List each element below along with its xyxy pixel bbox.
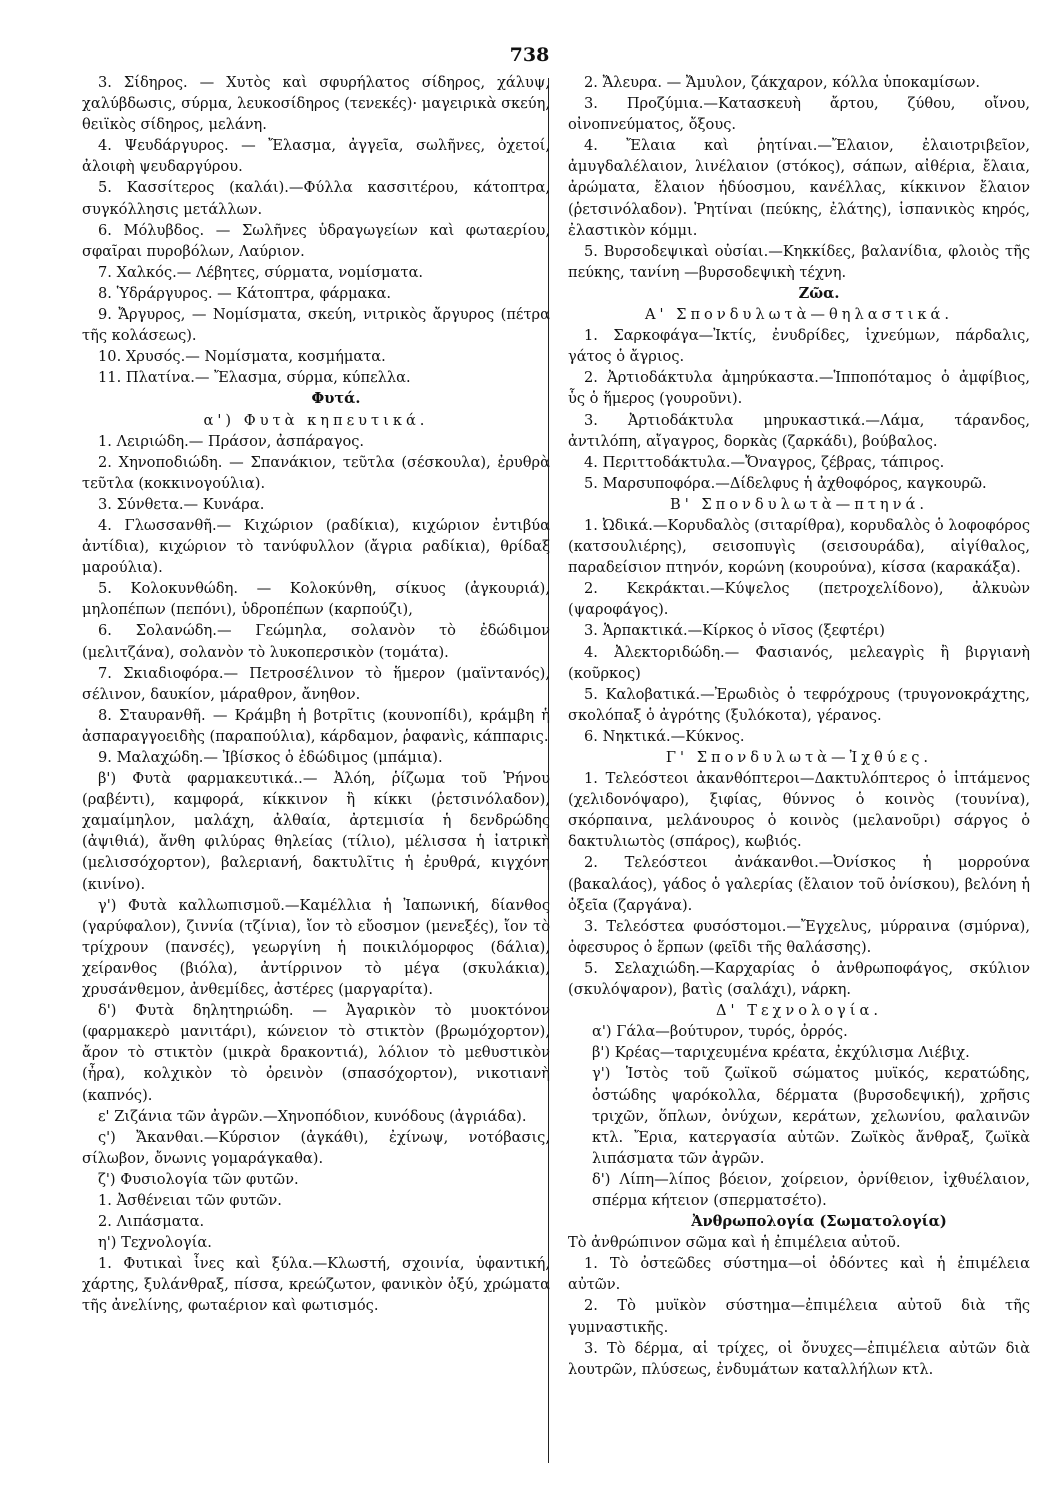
- list-item: 3. Τελεόστεα φυσόστομοι.—Ἔγχελυς, μύρραινα (σμύρνα), ὀφεσυρος ὁ ἕρπων (φεῖδι τῆς θαλάσσης).: [568, 917, 1030, 956]
- list-item: 8. Ὑδράργυρος. — Κάτοπτρα, φάρμακα.: [98, 284, 392, 302]
- list-item: 3. Ἀρτιοδάκτυλα μηρυκαστικά.—Λάμα, τάρανδος, ἀντιλόπη, αἴγαγρος, δορκὰς (ζαρκάδι), βούβαλος.: [568, 411, 1030, 450]
- list-item: γ') Φυτὰ καλλωπισμοῦ.—Καμέλλια ἡ Ἰαπωνική, δίανθος (γαρύφαλον), ζιννία (τζίνια), ἴον τὸ εὔοσμον (μενεξές), ἴον τὸ τρίχρουν (πανσές), γεωργίνη ἡ ποικιλόμορφος (δάλια), χείρανθος (βιόλα), ἀντίρρινον τὸ μέγα (σκυλάκια), χρυσάνθεμον, ἀνθεμίδες, ἀστέρες (μαργαρίτα).: [82, 896, 550, 999]
- list-item: 2. Ἄλευρα. — Ἄμυλον, ζάκχαρον, κόλλα ὑποκαμίσων.: [584, 74, 980, 91]
- section-subheading: α') Φυτὰ κηπευτικά.: [203, 411, 429, 429]
- list-item: α') Γάλα—βούτυρον, τυρός, ὀρρός.: [592, 1023, 848, 1041]
- list-item: 1. Ὠδικά.—Κορυδαλὸς (σιταρίθρα), κορυδαλὸς ὁ λοφοφόρος (κατσουλιέρης), σεισοπυγὶς (σεισουράδα), αἰγίθαλος, παραδείσιον πτηνόν, κορώνη (κουρούνα), κίσσα (καρακάξα).: [568, 516, 1030, 577]
- section-subheading: Γ' Σπονδυλωτὰ—Ἰχθύες.: [665, 749, 933, 766]
- list-item: 11. Πλατίνα.— Ἔλασμα, σύρμα, κύπελλα.: [98, 369, 411, 387]
- list-item: 3. Σύνθετα.— Κυνάρα.: [98, 495, 265, 513]
- list-item: 6. Μόλυβδος. — Σωλῆνες ὑδραγωγείων καὶ φωταερίου, σφαῖραι πυροβόλων, Λαύριον.: [82, 221, 550, 260]
- list-item: 5. Μαρσυποφόρα.—Δίδελφυς ἡ ἀχθοφόρος, καγκουρῶ.: [584, 474, 987, 492]
- list-item: 1. Τὸ ὀστεῶδες σύστημα—οἱ ὀδόντες καὶ ἡ ἐπιμέλεια αὐτῶν.: [568, 1255, 1030, 1294]
- left-column: [82, 72, 550, 1317]
- list-item: ς') Ἄκανθαι.—Κύρσιον (ἀγκάθι), ἐχίνωψ, νοτόβασις, σίλωβον, ὄνωνις γομαράγκαθα).: [82, 1128, 550, 1167]
- list-item: ε' Ζιζάνια τῶν ἀγρῶν.—Χηνοπόδιον, κυνόδους (ἀγριάδα).: [98, 1107, 527, 1125]
- list-item: 2. Ἀρτιοδάκτυλα ἀμηρύκαστα.—Ἱπποπόταμος ὁ ἀμφίβιος, ὗς ὁ ἥμερος (γουροῦνι).: [568, 369, 1030, 408]
- list-item: 1. Φυτικαὶ ἶνες καὶ ξύλα.—Κλωστή, σχοινία, ὑφαντική, χάρτης, ξυλάνθραξ, πίσσα, κρεώζωτον, φανικὸν ὀξύ, χρώματα τῆς ἀνελίνης, φωταέριον καὶ φωτισμός.: [82, 1255, 550, 1315]
- list-item: β') Φυτὰ φαρμακευτικά..— Ἀλόη, ῥίζωμα τοῦ Ῥήνου (ραβέντι), καμφορά, κίκκινον ἢ κίκκι (ῥετσινόλαδον), χαμαίμηλον, μαλάχη, ἀλθαία, ἀρτεμισία ἡ δενδρώδης (ἀψιθιά), ἄνθη φιλύρας θηλείας (τίλιο), μέλισσα ἡ ἰατρικὴ (μελισσόχορτον), βαλεριανή, δακτυλῖτις ἡ ἐρυθρά, κιγχόνη (κινίνο).: [82, 770, 550, 893]
- list-item: 2. Χηνοποδιώδη. — Σπανάκιον, τεῦτλα (σέσκουλα), ἐρυθρὰ τεῦτλα (κοκκινογούλια).: [82, 453, 550, 492]
- list-item: 9. Ἄργυρος, — Νομίσματα, σκεύη, νιτρικὸς ἄργυρος (πέτρα τῆς κολάσεως).: [82, 306, 550, 345]
- list-item: 3. Προζύμια.—Κατασκευὴ ἄρτου, ζύθου, οἴνου, οἰνοπνεύματος, ὄξους.: [568, 95, 1030, 134]
- right-column: [568, 72, 1030, 1380]
- list-item: 2. Τελεόστεοι ἀνάκανθοι.—Ὀνίσκος ἡ μορρούνα (βακαλάος), γάδος ὁ γαλερίας (ἔλαιον τοῦ ὀνίσκου), βελόνη ἡ ὀξεῖα (ζαργάνα).: [568, 854, 1030, 914]
- list-item: 1. Σαρκοφάγα—Ἰκτίς, ἐνυδρίδες, ἰχνεύμων, πάρδαλις, γάτος ὁ ἄγριος.: [568, 327, 1030, 366]
- list-item: 2. Τὸ μυϊκὸν σύστημα—ἐπιμέλεια αὐτοῦ διὰ τῆς γυμναστικῆς.: [568, 1297, 1030, 1336]
- list-item: η') Τεχνολογία.: [98, 1234, 212, 1252]
- list-item: 5. Κολοκυνθώδη. — Κολοκύνθη, σίκυος (ἀγκουριά), μηλοπέπων (πεπόνι), ὑδροπέπων (καρπούζι),: [82, 580, 550, 619]
- list-item: 10. Χρυσός.— Νομίσματα, κοσμήματα.: [98, 348, 386, 366]
- list-item: 6. Νηκτικά.—Κύκνος.: [584, 727, 745, 745]
- list-item: 2. Λιπάσματα.: [98, 1213, 205, 1231]
- list-item: γ') Ἱστὸς τοῦ ζωϊκοῦ σώματος μυϊκός, κερατώδης, ὀστώδης ψαρόκολλα, δέρματα (βυρσοδεψική), χρῆσις τριχῶν, ὅπλων, ὀνύχων, κεράτων, χελωνίου, φαλαινῶν κτλ. Ἔρια, κατεργασία αὐτῶν. Ζωϊκὸς ἄνθραξ, ζωϊκὰ λιπάσματα τῶν ἀγρῶν.: [592, 1065, 1030, 1167]
- page-number: 738: [509, 44, 550, 66]
- list-item: 4. Ἀλεκτοριδώδη.— Φασιανός, μελεαγρὶς ἢ βιργιανὴ (κοῦρκος): [568, 643, 1030, 682]
- list-item: 4. Γλωσσανθῆ.— Κιχώριον (ραδίκια), κιχώριον ἐντιβύα ἀντίδια), κιχώριον τὸ τανύφυλλον (ἄγρια ραδίκια), θρίδαξ μαρούλια).: [82, 516, 550, 577]
- list-item: 1. Λειριώδη.— Πράσον, ἀσπάραγος.: [98, 432, 365, 450]
- section-heading: Φυτά.: [311, 390, 361, 408]
- paragraph: Τὸ ἀνθρώπινον σῶμα καὶ ἡ ἐπιμέλεια αὐτοῦ.: [568, 1234, 901, 1252]
- section-heading: Ζῶα.: [798, 284, 840, 302]
- list-item: β') Κρέας—ταριχευμένα κρέατα, ἐκχύλισμα Λιέβιχ.: [592, 1044, 970, 1062]
- list-item: δ') Φυτὰ δηλητηριώδη. — Ἀγαρικὸν τὸ μυοκτόνον (φαρμακερὸ μανιτάρι), κώνειον τὸ στικτὸν (βρωμόχορτον), ἄρον τὸ στικτὸν (μικρὰ δρακοντιά), λόλιον τὸ μεθυστικὸν (ἦρα), κολχικὸν τὸ ὀρεινὸν (σπασόχορτον), νικοτιανὴ (καπνός).: [82, 1002, 550, 1104]
- list-item: ζ') Φυσιολογία τῶν φυτῶν.: [98, 1170, 299, 1188]
- list-item: 1. Ἀσθένειαι τῶν φυτῶν.: [98, 1191, 282, 1209]
- list-item: 7. Χαλκός.— Λέβητες, σύρματα, νομίσματα.: [98, 263, 424, 281]
- list-item: 5. Καλοβατικά.—Ἐρωδιὸς ὁ τεφρόχρους (τρυγονοκράχτης, σκολόπαξ ὁ ἀγρότης (ξυλόκοτα), γέρανος.: [568, 685, 1030, 724]
- list-item: δ') Λίπη—λίπος βόειον, χοίρειον, ὀρνίθειον, ἰχθυέλαιον, σπέρμα κήτειον (σπερματσέτο).: [592, 1170, 1030, 1209]
- list-item: 7. Σκιαδιοφόρα.— Πετροσέλινον τὸ ἥμερον (μαϊντανός), σέλινον, δαυκίον, μάραθρον, ἄνηθον.: [82, 664, 550, 703]
- list-item: 8. Σταυρανθῆ. — Κράμβη ἡ βοτρῖτις (κουνοπίδι), κράμβη ἡ ἀσπαραγγοειδὴς (παραπούλια), κάρδαμον, ῥαφανὶς, κάππαρις.: [82, 706, 550, 745]
- section-subheading: Α' Σπονδυλωτὰ—θηλαστικά.: [644, 306, 954, 324]
- list-item: 1. Τελεόστεοι ἀκανθόπτεροι—Δακτυλόπτερος ὁ ἱπτάμενος (χελιδονόψαρο), ξιφίας, θύννος ὁ κοινὸς (τουνίνα), σκόρπαινα, μελάνουρος ὁ κοινὸς (μελανοῦρι) σάργος ὁ δακτυλιωτὸς (σπάρος), κωβιός.: [568, 770, 1030, 851]
- list-item: 4. Ἔλαια καὶ ῥητίναι.—Ἔλαιον, ἐλαιοτριβεῖον, ἀμυγδαλέλαιον, λινέλαιον (στόκος), σάπων, αἰθέρια, ἔλαια, ἀρώματα, ἔλαιον ἡδύοσμου, κανέλλας, κίκκινον ἔλαιον (ῥετσινόλαδον). Ῥητίναι (πεύκης, ἐλάτης), ἱσπανικὸς κηρός, ἐλαστικὸν κόμμι.: [568, 137, 1030, 239]
- list-item: 4. Ψευδάργυρος. — Ἔλασμα, ἀγγεῖα, σωλῆνες, ὀχετοί, ἀλοιφὴ ψευδαργύρου.: [82, 137, 550, 176]
- list-item: 5. Κασσίτερος (καλάι).—Φύλλα κασσιτέρου, κάτοπτρα, συγκόλλησις μετάλλων.: [82, 179, 550, 218]
- list-item: 3. Σίδηρος. — Χυτὸς καὶ σφυρήλατος σίδηρος, χάλυψ, χαλύβδωσις, σύρμα, λευκοσίδηρος (τενεκές)· μαγειρικὰ σκεύη, θειϊκὸς σίδηρος, μελάνη.: [82, 74, 550, 134]
- list-item: 3. Τὸ δέρμα, αἱ τρίχες, οἱ ὄνυχες—ἐπιμέλεια αὐτῶν διὰ λουτρῶν, πλύσεως, ἐνδυμάτων καταλλήλων κτλ.: [568, 1339, 1030, 1378]
- list-item: 9. Μαλαχώδη.— Ἰβίσκος ὁ ἐδώδιμος (μπάμια).: [98, 749, 443, 766]
- list-item: 5. Βυρσοδεψικαὶ οὐσίαι.—Κηκκίδες, βαλανίδια, φλοιὸς τῆς πεύκης, τανίνη —βυρσοδεψικὴ τέχνη.: [568, 242, 1030, 281]
- list-item: 2. Κεκράκται.—Κύψελος (πετροχελίδονο), ἀλκυὼν (ψαροφάγος).: [568, 580, 1030, 619]
- section-subheading: Β' Σπονδυλωτὰ—πτηνά.: [669, 495, 929, 513]
- section-subheading: Δ' Τεχνολογία.: [716, 1002, 882, 1020]
- list-item: 5. Σελαχιώδη.—Καρχαρίας ὁ ἀνθρωποφάγος, σκύλιον (σκυλόψαρον), βατὶς (σαλάχι), νάρκη.: [568, 959, 1030, 999]
- section-heading: Ἀνθρωπολογία (Σωματολογία): [691, 1213, 947, 1231]
- list-item: 4. Περιττοδάκτυλα.—Ὄναγρος, ζέβρας, τάπιρος.: [584, 453, 945, 471]
- list-item: 3. Ἁρπακτικά.—Κίρκος ὁ νῖσος (ξεφτέρι): [584, 622, 885, 640]
- list-item: 6. Σολανώδη.— Γεώμηλα, σολανὸν τὸ ἐδώδιμον (μελιτζάνα), σολανὸν τὸ λυκοπερσικὸν (τομάτα).: [82, 622, 550, 661]
